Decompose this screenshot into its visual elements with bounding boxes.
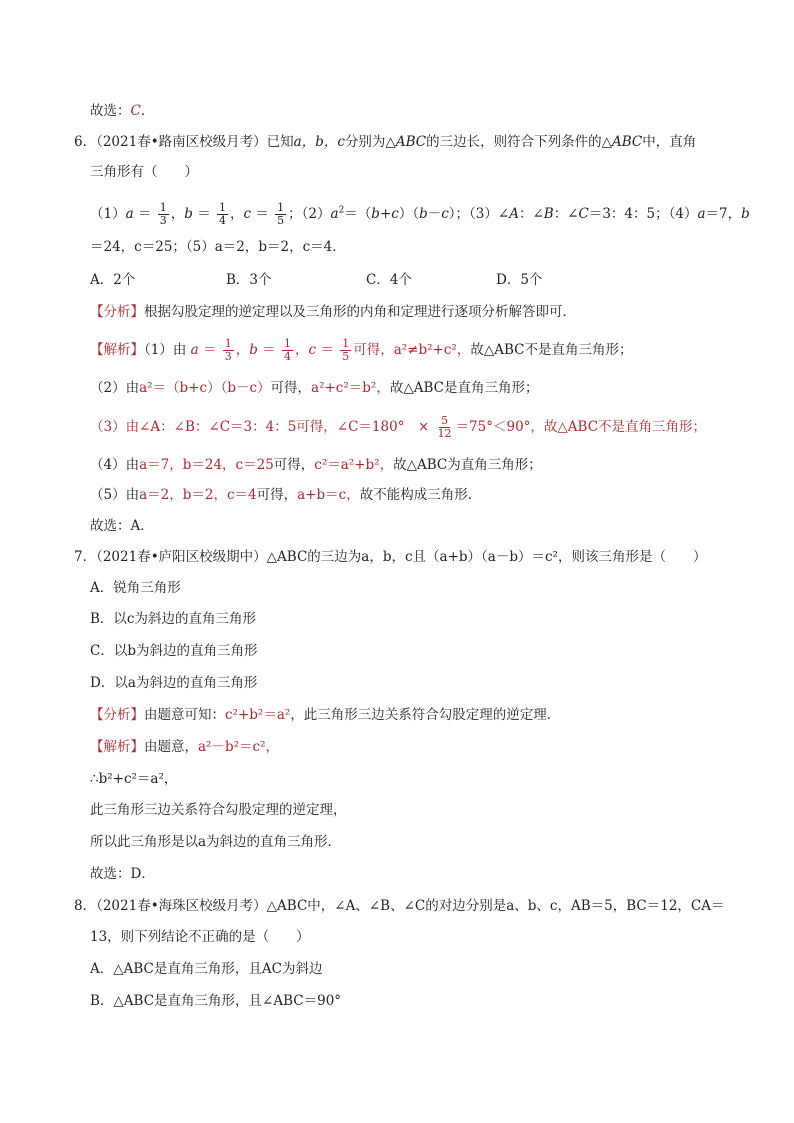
q6-stem-line1 <box>74 132 696 154</box>
q6-sol2-pre: （2）由 <box>90 380 140 396</box>
q7-analysis-a: 由题意可知： <box>144 707 225 723</box>
q6-sol5-end: 故不能构成三角形． <box>359 487 482 503</box>
q6-options-line1: （1）a ＝ $\frac{1}{3}$ ，b ＝ $\frac{1}{4}$ ，c ＝ $\frac{1}{5}$ ；$(2)a^2=(b+c)(b-c)$；（3）∠A：∠B：∠C＝3：4：5；（4）a＝7，b <box>90 201 750 227</box>
answer-suffix: ． <box>140 103 155 119</box>
q6-stem-d: 中，直角 <box>642 134 697 150</box>
q7-choice-a: A．锐角三角形 <box>90 580 181 596</box>
q6-sol4-end: 故△ABC为直角三角形； <box>393 457 542 473</box>
q6-sol3-den: 12 <box>437 427 452 440</box>
q6-sol3-res: ＝75°＜90°，故△ABC不是直角三角形； <box>455 419 707 435</box>
q8-stem-line2: 13，则下列结论不正确的是（ ） <box>90 929 310 945</box>
frac-one-fifth: $\frac{1}{5}$ <box>277 201 285 227</box>
analysis-tag: 【分析】 <box>90 707 144 723</box>
q6-choice-d: D．5个 <box>496 272 543 288</box>
q6-sol5-res: a+b＝c， <box>297 487 360 503</box>
q6-choices <box>90 270 542 292</box>
q6-sol2-end: 故△ABC是直角三角形； <box>389 380 539 396</box>
q7-solution-3: 此三角形三边关系符合勾股定理的逆定理， <box>90 802 347 818</box>
q6-solution-1: 【解析】（1）由 a ＝ $\frac{1}{3}$ ，b ＝ $\frac{1}{4}$ ，c ＝ $\frac{1}{5}$ 可得，a²≠b²+c²，故△ABC不是直角三角形； <box>90 337 633 363</box>
q7-analysis-b: c²+b²＝a² <box>225 707 291 723</box>
q6-sol5-pre: （5）由 <box>90 487 140 503</box>
q6-number: 6． <box>74 134 97 150</box>
q6-sol3-pre: （3）由∠A：∠B：∠C＝3：4：5可得，∠C＝180° × <box>90 419 430 435</box>
q6-sol4-cond: a＝7，b＝24，c＝25 <box>139 457 274 473</box>
q8-stem-line1 <box>74 896 725 918</box>
q6-sol1-res: 可得，a²≠b²+c²， <box>353 342 471 358</box>
q7-stem <box>74 547 706 569</box>
q7-sol1-a: 由题意， <box>144 739 198 755</box>
q6-sol2-cond: a²＝（b+c）（b－c） <box>139 380 271 396</box>
q8-source: （2021春•海珠区校级月考） <box>96 898 267 914</box>
q7-choice-c: C．以b为斜边的直角三角形 <box>90 643 258 659</box>
q6-stem-line2: 三角形有（ ） <box>90 164 198 180</box>
q6-opt1-label: （1） <box>90 206 126 222</box>
q6-stem-b: 分别为△ <box>344 134 396 150</box>
prev-answer <box>90 101 154 123</box>
q8-choice-b: B．△ABC是直角三角形，且∠ABC＝90° <box>90 993 342 1009</box>
analysis-tag: 【分析】 <box>90 304 144 320</box>
q7-sol1-b: a²－b²＝c²， <box>198 739 279 755</box>
q6-stem-tri: ABC <box>395 134 427 150</box>
frac-five-twelfths <box>436 415 454 440</box>
q6-sol1-pre: （1）由 <box>144 342 187 358</box>
q6-source: （2021春•路南区校级月考） <box>96 134 267 150</box>
q7-number: 7． <box>74 549 97 565</box>
q7-answer: 故选：D． <box>90 866 155 882</box>
q6-stem-tri-2: ABC <box>611 134 643 150</box>
q6-solution-2 <box>90 378 538 400</box>
q6-sol5-mid: 可得， <box>256 487 298 503</box>
q6-sol4-mid: 可得， <box>273 457 315 473</box>
q8-number: 8． <box>74 898 97 914</box>
frac-one-fourth: $\frac{1}{4}$ <box>219 201 226 227</box>
q6-sol1-end: 故△ABC不是直角三角形； <box>470 342 633 358</box>
solution-tag: 【解析】 <box>90 739 144 755</box>
q7-source: （2021春•庐阳区校级期中） <box>96 549 267 565</box>
q6-analysis <box>90 302 576 324</box>
q8-stem-text: △ABC中，∠A、∠B、∠C的对边分别是a、b、c，AB＝5，BC＝12，CA＝ <box>266 898 725 914</box>
q6-stem-c: 的三边长，则符合下列条件的△ <box>426 134 612 150</box>
q6-choice-b: B．3个 <box>226 272 272 288</box>
q7-solution-4: 所以此三角形是以a为斜边的直角三角形． <box>90 834 342 850</box>
q6-stem-vars: a，b，c <box>293 134 345 150</box>
q7-choice-b: B．以c为斜边的直角三角形 <box>90 611 256 627</box>
q6-solution-4 <box>90 455 542 477</box>
q6-sol2-mid: 可得， <box>270 380 312 396</box>
q6-options-line2: ＝24，c＝25；（5）a＝2，b＝2，c＝4． <box>90 239 346 255</box>
q6-analysis-text: 根据勾股定理的逆定理以及三角形的内角和定理进行逐项分析解答即可． <box>144 304 576 320</box>
answer-prefix: 故选： <box>90 103 131 119</box>
q7-solution-1 <box>90 737 279 759</box>
q6-answer: 故选：A． <box>90 518 154 534</box>
q7-analysis <box>90 705 560 727</box>
q6-solution-5 <box>90 485 481 507</box>
solution-tag: 【解析】 <box>90 342 144 358</box>
answer-value: C <box>130 103 141 119</box>
q6-sol4-res: c²＝a²+b²， <box>314 457 394 473</box>
q7-choice-d: D．以a为斜边的直角三角形 <box>90 675 258 691</box>
q6-stem-a: 已知 <box>266 134 294 150</box>
frac-one-third: $\frac{1}{3}$ <box>159 201 167 227</box>
q6-sol2-res: a²+c²＝b²， <box>311 380 390 396</box>
q7-analysis-c: ，此三角形三边关系符合勾股定理的逆定理． <box>290 707 561 723</box>
q6-sol4-pre: （4）由 <box>90 457 140 473</box>
q6-choice-c: C．4个 <box>366 272 412 288</box>
q7-solution-2: ∴b²+c²＝a²， <box>90 771 178 787</box>
q7-stem-text: △ABC的三边为a，b，c且（a+b）（a－b）＝c²，则该三角形是（ ） <box>266 549 707 565</box>
q8-choice-a: A．△ABC是直角三角形，且AC为斜边 <box>90 961 323 977</box>
q6-solution-3 <box>90 414 707 440</box>
q6-sol5-cond: a＝2，b＝2，c＝4 <box>139 487 257 503</box>
q6-sol3-num: 5 <box>441 414 449 427</box>
q6-choice-a: A．2个 <box>90 272 136 288</box>
